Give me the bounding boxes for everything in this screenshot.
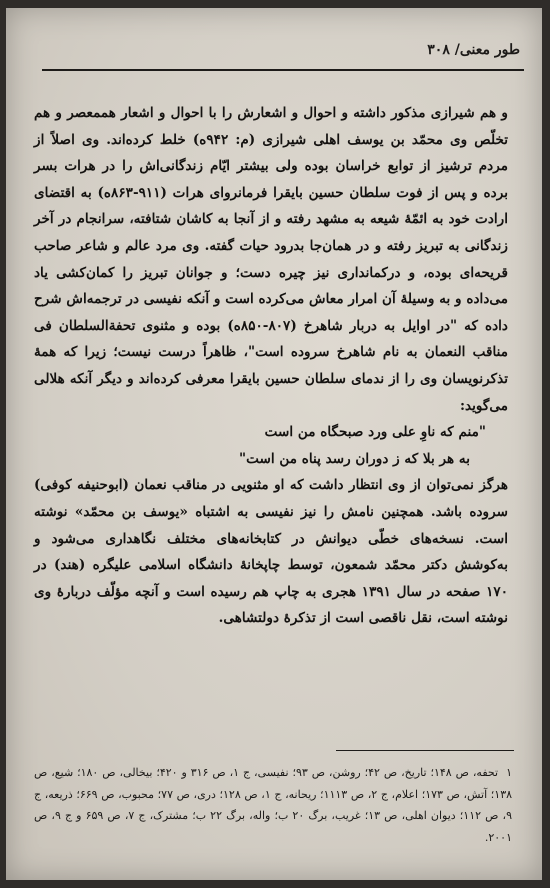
footnote-number: ۱ [506,766,512,779]
footnote-text: تحفه، ص ۱۴۸؛ تاریخ، ص ۴۲؛ روشن، ص ۹۳؛ نفیسی، ج ۱، ص ۳۱۶ و ۴۲۰؛ بیخالی، ص ۱۸۰؛ شیع، ص ۱۳۸؛ آتش، ص ۱۷۳؛ اعلام، ج ۲، ص ۱۱۱۳؛ ریحانه، ج ۱، ص ۱۲۸؛ دری، ص ۷۷؛ محبوب، ص ۶۶۹؛ ذریعه، ج ۹، ص ۱۱۲؛ دیوان اهلی، ص ۱۳؛ غریب، برگ ۲۰ ب؛ واله، برگ ۲۲ ب؛ مشترک، ج ۷، ص ۶۵۹ و ج ۹، ص ۲۰۰۱. [34,766,513,844]
main-text [34,100,508,632]
footnote [34,762,512,848]
running-head [6,42,542,64]
footnote-rule [336,750,514,751]
paragraph-1: و هم شیرازی مذکور داشته و احوال و اشعارش را با احوال و اشعار هممعصر و هم تخلّص وی محمّد بن یوسف اهلی شیرازی (م: ۹۴۲ه) خلط کرده‌اند. وی اصلاً از مردم ترشیز از توابع خراسان بوده ولی بیشتر ایّام زندگانی‌اش را در هرات بسر برده و پس از فوت سلطان حسین بایقرا فرمانروای هرات (۹۱۱-۸۶۳ه) به اقتضای ارادت خود به ائمّهٔ شیعه به مشهد رفته و از آنجا به کاشان شتافته، سرانجام در آخر زندگانی به تبریز رفته و در همان‌جا بدرود حیات گفته. وی مرد عالم و شاعر صاحب قریحه‌ای بوده، و درکمانداری نیز چیره دست؛ و جوانان تبریز را کمان‌کشی یاد می‌داده و به وسیلهٔ آن امرار معاش می‌کرده است و آنکه نفیسی در ترجمه‌اش شرح داده که "در اوایل به دربار شاهرخ (۸۰۷-۸۵۰ه) بوده و مثنوی تحفةالسلطان فی مناقب النعمان به نام شاهرخ سروده است"، ظاهراً درست نیست؛ زیرا که همهٔ تذکرنویسان وی را از ندمای سلطان حسین بایقرا معرفی کرده‌اند و دیگر آنکه هلالی می‌گوید: [34,105,508,414]
verse-line-1: "منم که ناوِ علی ورد صبحگاه من است [264,424,486,441]
book-page [6,8,542,880]
running-title: طور معنی/ ۳۰۸ [427,42,520,58]
header-rule [42,69,524,71]
paragraph-2: هرگز نمی‌توان از وی انتظار داشت که او مثنویی در مناقب نعمان (ابوحنیفه کوفی) سروده باشد. همچنین نامش را نیز نفیسی به اشتباه «یوسف بن محمّد» نوشته است. نسخه‌های خطّی دیوانش در کتابخانه‌های مختلف نگاهداری می‌شود و به‌کوشش دکتر محمّد شمعون، توسط چاپخانهٔ دانشگاه اسلامی علیگره (هند) در ۱۷۰ صفحه در سال ۱۳۹۱ هجری به چاپ هم رسیده است و آنچه مؤلّف دربارهٔ وی نوشته است، نقل ناقصی است از تذکرهٔ دولتشاهی. [34,477,508,627]
verse-line-2: به هر بلا که ز دوران رسد پناه من است" [239,450,470,467]
